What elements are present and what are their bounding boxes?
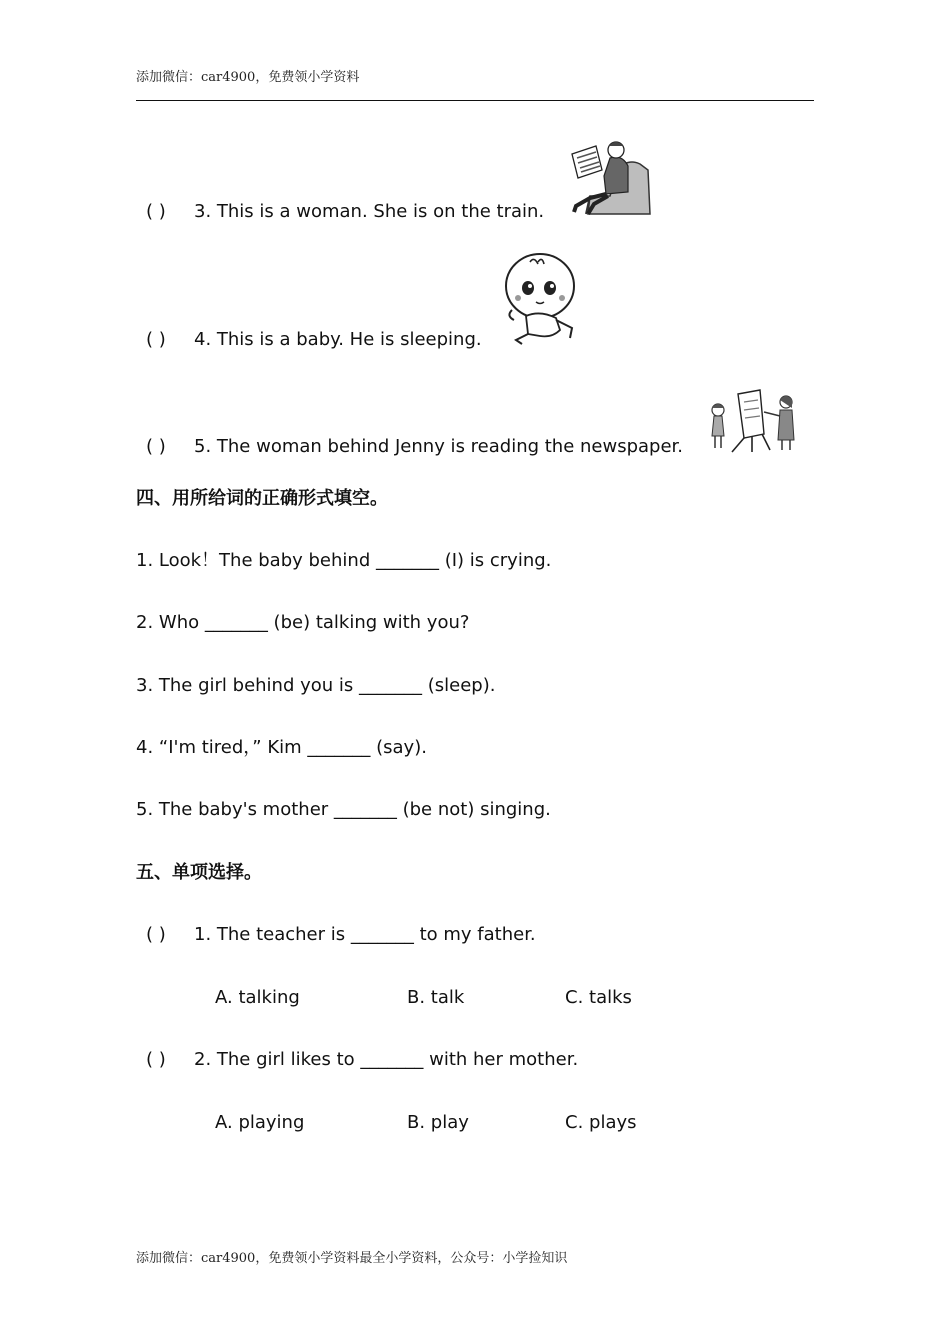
option-c[interactable]: C. plays xyxy=(565,1112,637,1133)
section-5-title: 五、单项选择。 xyxy=(136,862,262,883)
question-text: 3. This is a woman. She is on the train. xyxy=(194,201,545,222)
picture-question-3 xyxy=(146,200,544,224)
fill-blank-item-5: 5. The baby's mother _______ (be not) singing. xyxy=(136,799,551,820)
answer-paren[interactable]: ( ) xyxy=(146,436,166,457)
option-b[interactable]: B. talk xyxy=(407,987,465,1008)
choice-question-1 xyxy=(146,923,536,947)
option-a[interactable]: A. talking xyxy=(215,987,300,1008)
page-footer-text: 添加微信：car4900，免费领小学资料最全小学资料，公众号：小学捡知识 xyxy=(136,1251,568,1266)
answer-paren[interactable]: ( ) xyxy=(146,1049,166,1070)
picture-question-5 xyxy=(146,435,683,459)
fill-blank-item-4: 4. “I'm tired，” Kim _______ (say). xyxy=(136,737,427,758)
baby-icon xyxy=(500,248,582,346)
answer-paren[interactable]: ( ) xyxy=(146,924,166,945)
choice-question-2 xyxy=(146,1048,578,1072)
option-a[interactable]: A. playing xyxy=(215,1112,305,1133)
answer-paren[interactable]: ( ) xyxy=(146,201,166,222)
fill-blank-item-3: 3. The girl behind you is _______ (sleep). xyxy=(136,675,496,696)
option-c[interactable]: C. talks xyxy=(565,987,632,1008)
answer-paren[interactable]: ( ) xyxy=(146,329,166,350)
fill-blank-item-1: 1. Look！The baby behind _______ (I) is crying. xyxy=(136,550,552,571)
section-4-title: 四、用所给词的正确形式填空。 xyxy=(136,488,388,509)
picture-question-4 xyxy=(146,328,482,352)
option-b[interactable]: B. play xyxy=(407,1112,469,1133)
question-text: 1. The teacher is _______ to my father. xyxy=(194,924,536,945)
question-text: 4. This is a baby. He is sleeping. xyxy=(194,329,482,350)
question-text: 2. The girl likes to _______ with her mother. xyxy=(194,1049,579,1070)
question-text: 5. The woman behind Jenny is reading the newspaper. xyxy=(194,436,684,457)
fill-blank-item-2: 2. Who _______ (be) talking with you? xyxy=(136,612,470,633)
header-rule xyxy=(136,100,814,101)
man-reading-newspaper-icon xyxy=(566,136,656,218)
page-header-text: 添加微信：car4900，免费领小学资料 xyxy=(136,70,360,85)
girl-and-woman-painting-icon xyxy=(704,388,798,454)
